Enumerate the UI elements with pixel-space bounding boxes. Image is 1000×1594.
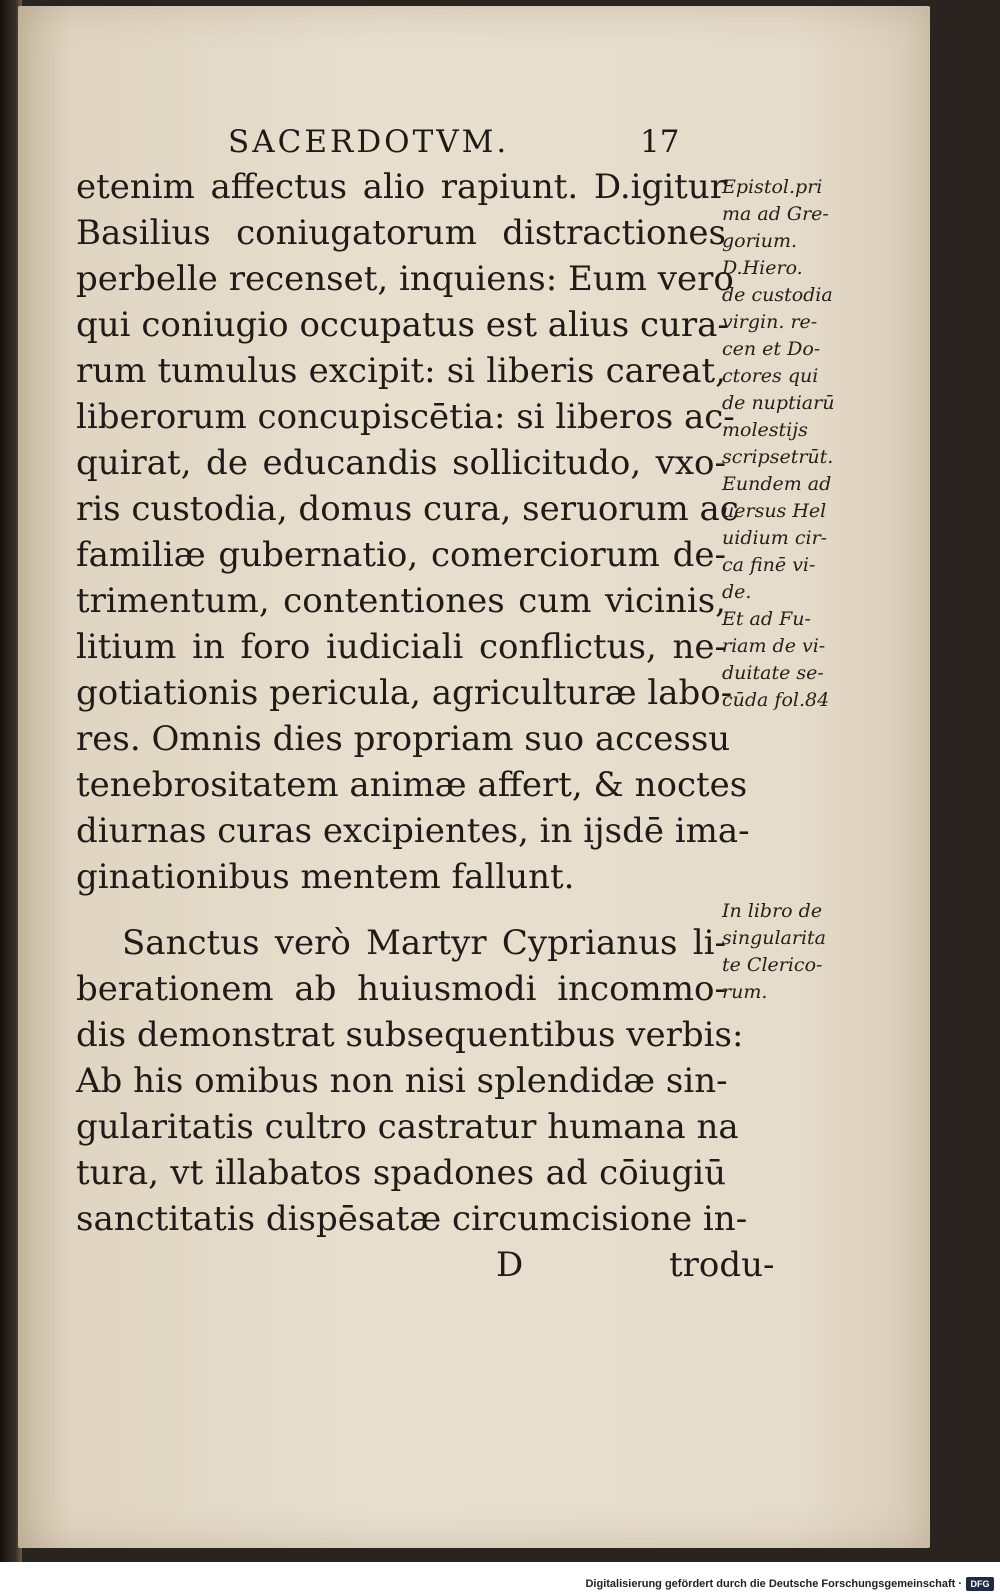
text-line: dis demonstrat subsequentibus verbis: (76, 1015, 744, 1055)
marginal-note-line: duitate se- (722, 662, 824, 684)
marginal-note-line: molestijs (722, 419, 808, 441)
text-line: gotiationis pericula, agriculturæ labo- (76, 673, 733, 713)
marginal-note-line: cūda fol.84 (722, 689, 830, 711)
marginal-note-line: virgin. re- (722, 311, 818, 333)
signature-line (76, 1242, 775, 1288)
text-line: quirat, de educandis sollicitudo, vxo- (76, 443, 726, 483)
signature-mark: D (496, 1245, 524, 1285)
text-line: rum tumulus excipit: si liberis careat, (76, 351, 726, 391)
text-line: Sanctus verò Martyr Cyprianus li- (122, 923, 726, 963)
marginal-note-line: rum. (722, 981, 768, 1003)
catchword: trodu- (669, 1245, 775, 1285)
text-line: Ab his omibus non nisi splendidæ sin- (76, 1061, 728, 1101)
marginal-note-line: ctores qui (722, 365, 819, 387)
marginal-note-line: riam de vi- (722, 635, 826, 657)
text-line: sanctitatis dispēsatæ circumcisione in- (76, 1199, 748, 1239)
marginal-note-line: de. (722, 581, 752, 603)
marginal-note-line: ma ad Gre- (722, 203, 829, 225)
book-page (18, 6, 930, 1548)
marginal-note-line: Epistol.pri (722, 176, 823, 198)
text-line: res. Omnis dies propriam suo accessu (76, 719, 731, 759)
page-header (18, 124, 930, 164)
marginal-note-line: singularita (722, 927, 826, 949)
text-line: litium in foro iudiciali conflictus, ne- (76, 627, 726, 667)
text-line: gularitatis cultro castratur humana na (76, 1107, 739, 1147)
text-line: etenim affectus alio rapiunt. D.igitur (76, 167, 726, 207)
text-line: diurnas curas excipientes, in ijsdē ima- (76, 811, 750, 851)
digitization-credit: Digitalisierung gefördert durch die Deutsche Forschungsgemeinschaft · (585, 1578, 962, 1590)
marginal-note-line: scripsetrūt. (722, 446, 834, 468)
page-number: 17 (640, 124, 680, 160)
marginal-notes-2 (722, 898, 857, 1006)
marginal-note-line: uersus Hel (722, 500, 827, 522)
text-line: qui coniugio occupatus est alius cura- (76, 305, 729, 345)
paragraph-gap (76, 900, 726, 920)
text-line: Basilius coniugatorum distractiones (76, 213, 726, 253)
text-line: ginationibus mentem fallunt. (76, 857, 575, 897)
marginal-note-line: Eundem ad (722, 473, 832, 495)
running-head: SACERDOTVM. (228, 124, 510, 160)
text-line: tura, vt illabatos spadones ad cōiugiū (76, 1153, 726, 1193)
footer-bar (0, 1574, 1000, 1594)
marginal-note-line: D.Hiero. (722, 257, 803, 279)
text-line: ris custodia, domus cura, seruorum ac (76, 489, 739, 529)
text-line: trimentum, contentiones cum vicinis, (76, 581, 726, 621)
marginal-note-line: gorium. (722, 230, 798, 252)
marginal-note-line: cen et Do- (722, 338, 821, 360)
text-line: tenebrositatem animæ affert, & noctes (76, 765, 748, 805)
marginal-note-line: te Clerico- (722, 954, 823, 976)
marginal-notes-1 (722, 174, 857, 714)
text-line: familiæ gubernatio, comerciorum de- (76, 535, 726, 575)
text-line: liberorum concupiscētia: si liberos ac- (76, 397, 735, 437)
text-line: berationem ab huiusmodi incommo- (76, 969, 726, 1009)
text-line: perbelle recenset, inquiens: Eum vero (76, 259, 734, 299)
dfg-logo-icon: DFG (966, 1577, 994, 1591)
marginal-note-line: de nuptiarū (722, 392, 835, 414)
marginal-note-line: Et ad Fu- (722, 608, 811, 630)
marginal-note-line: In libro de (722, 900, 823, 922)
marginal-note-line: uidium cir- (722, 527, 828, 549)
marginal-note-line: ca finē vi- (722, 554, 816, 576)
marginal-note-line: de custodia (722, 284, 833, 306)
